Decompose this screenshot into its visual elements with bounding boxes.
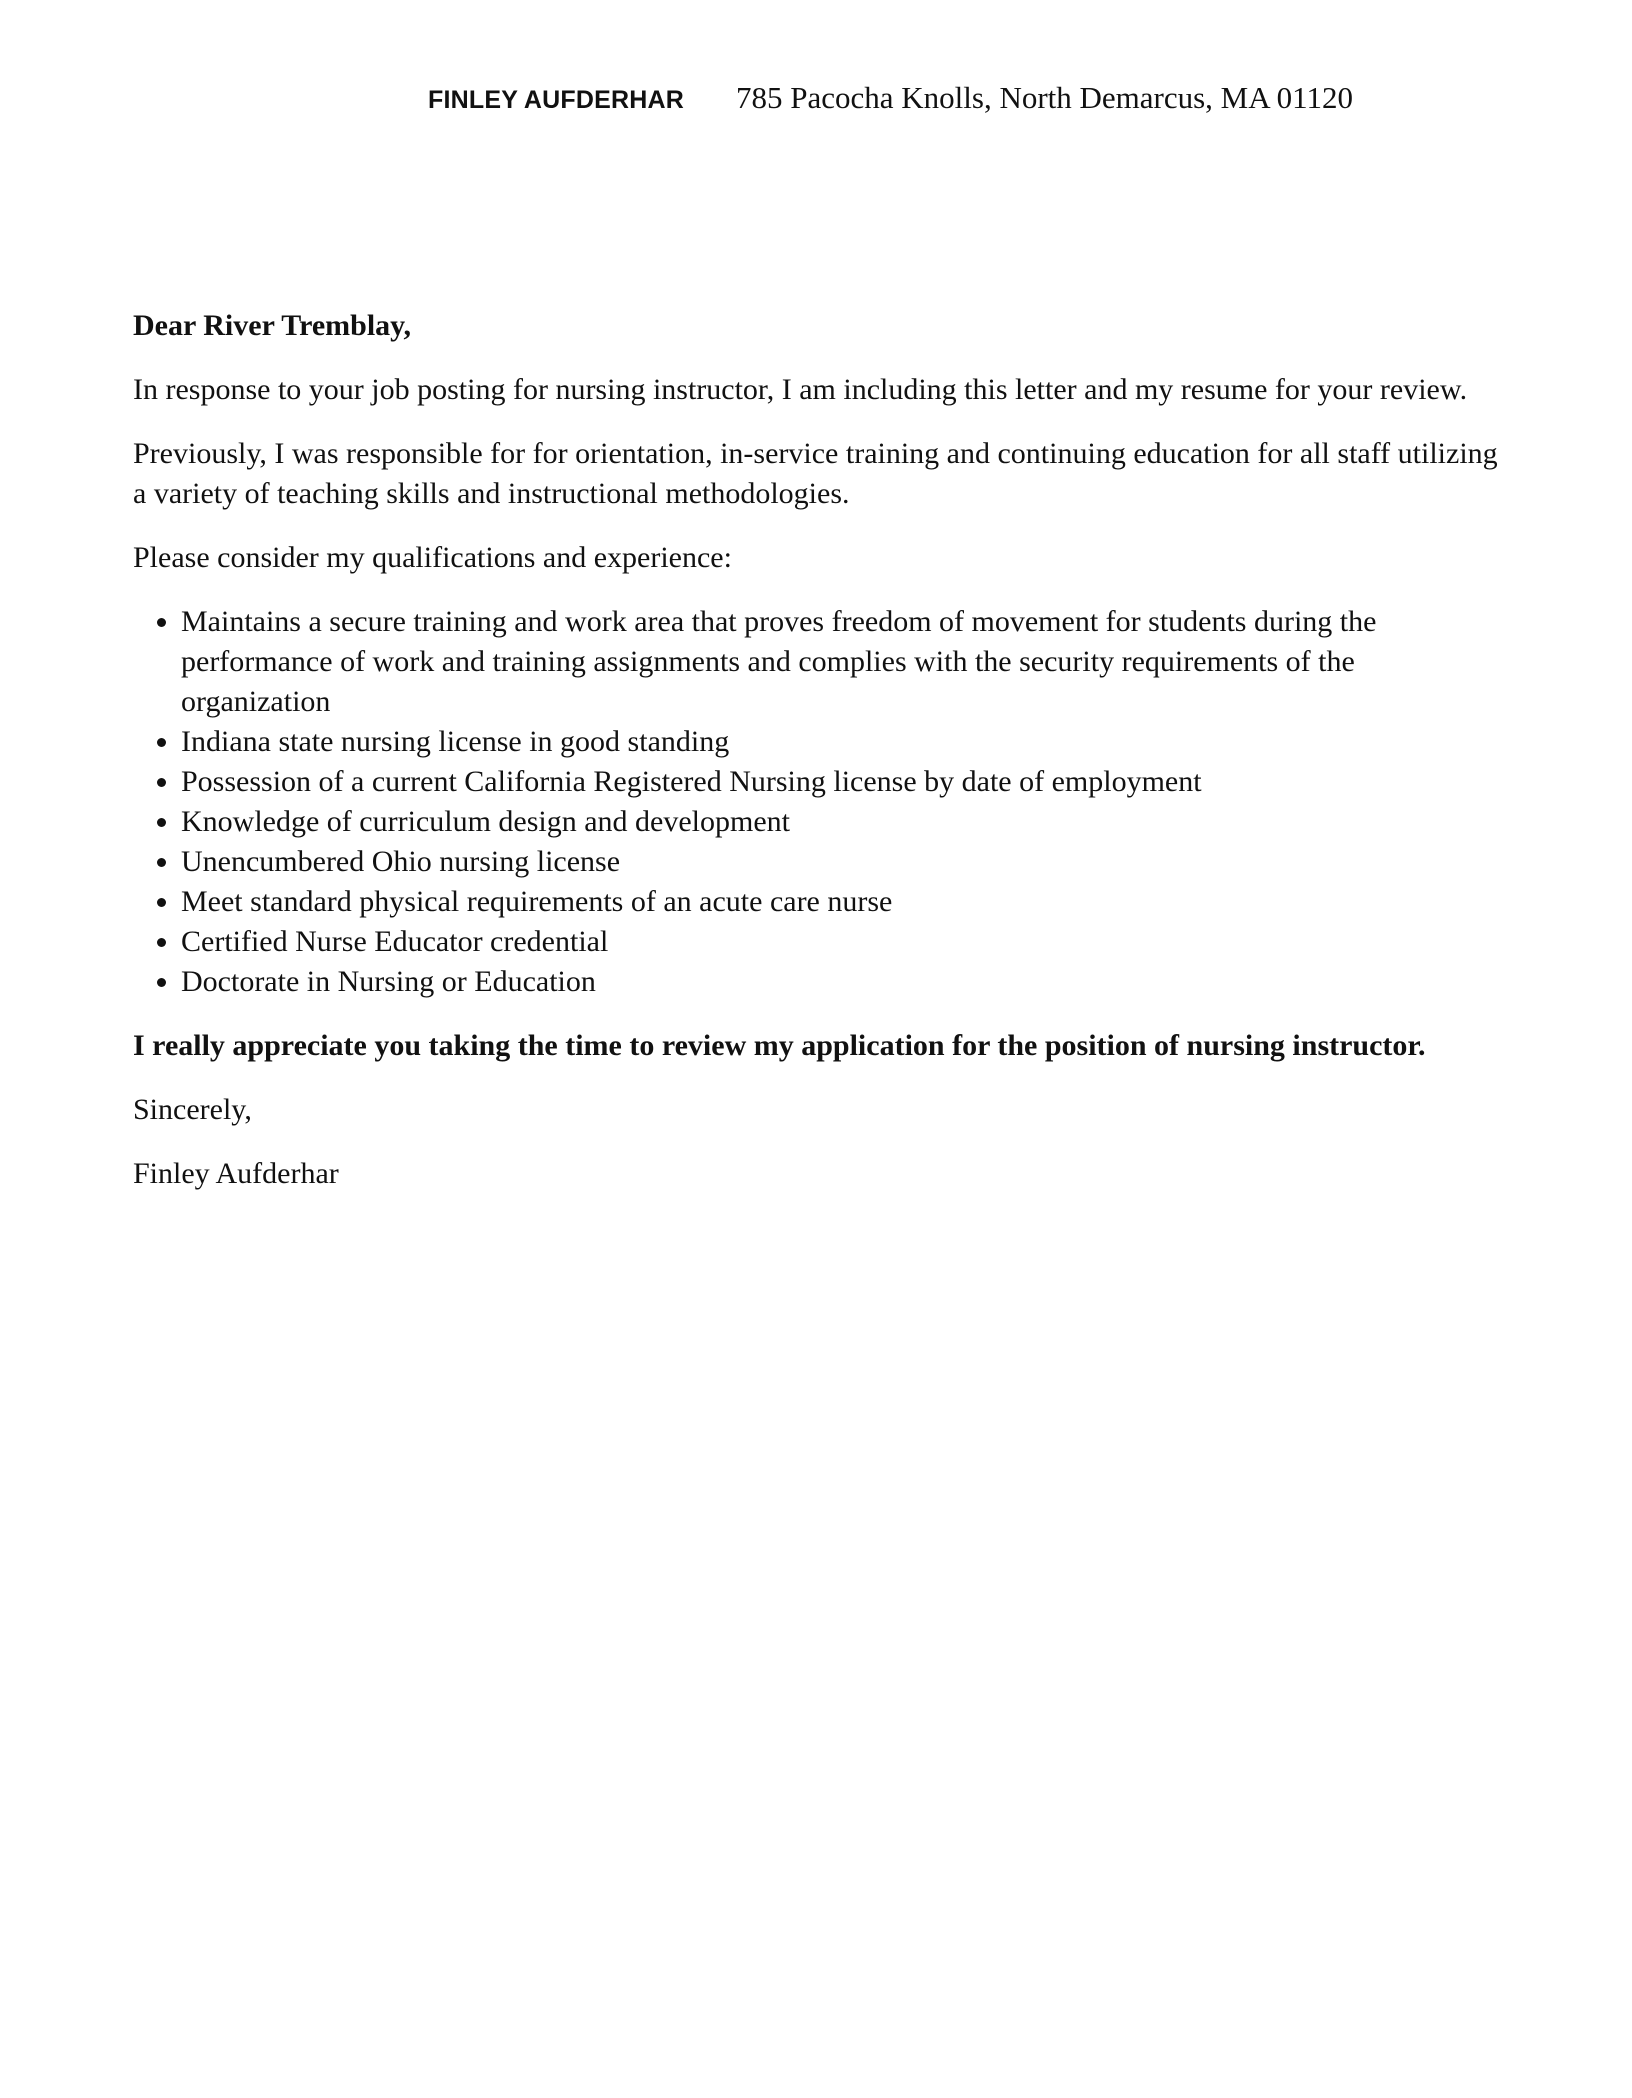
salutation: Dear River Tremblay, [133,309,412,342]
signoff: Sincerely, [133,1093,252,1126]
list-item: • Unencumbered Ohio nursing license [181,842,1503,882]
sender-address: 785 Pacocha Knolls, North Demarcus, MA 01120 [735,80,1354,115]
letterhead [428,80,1353,116]
list-item: • Certified Nurse Educator credential [181,922,1503,962]
signature-name: Finley Aufderhar [133,1157,339,1190]
paragraph-experience: Previously, I was responsible for for orientation, in-service training and continuing education for all staff utilizing a variety of teaching skills and instructional methodologies. [133,437,1498,510]
list-item: • Knowledge of curriculum design and development [181,802,1503,842]
closing-statement: I really appreciate you taking the time to review my application for the position of nursing instructor. [133,1029,1426,1062]
sender-name: FINLEY AUFDERHAR [428,86,684,114]
letter-body [133,306,1503,1218]
list-item: • Meet standard physical requirements of an acute care nurse [181,882,1503,922]
list-item: • Possession of a current California Registered Nursing license by date of employment [181,762,1503,802]
paragraph-intro: In response to your job posting for nursing instructor, I am including this letter and my resume for your review. [133,373,1468,406]
paragraph-qualifications-lead: Please consider my qualifications and experience: [133,541,732,574]
list-item: • Indiana state nursing license in good standing [181,722,1503,762]
list-item: • Doctorate in Nursing or Education [181,962,1503,1002]
qualifications-list [133,602,1503,1002]
list-item: • Maintains a secure training and work area that proves freedom of movement for students during the performance of work and training assignments and complies with the security requirements of the organization [181,602,1503,722]
